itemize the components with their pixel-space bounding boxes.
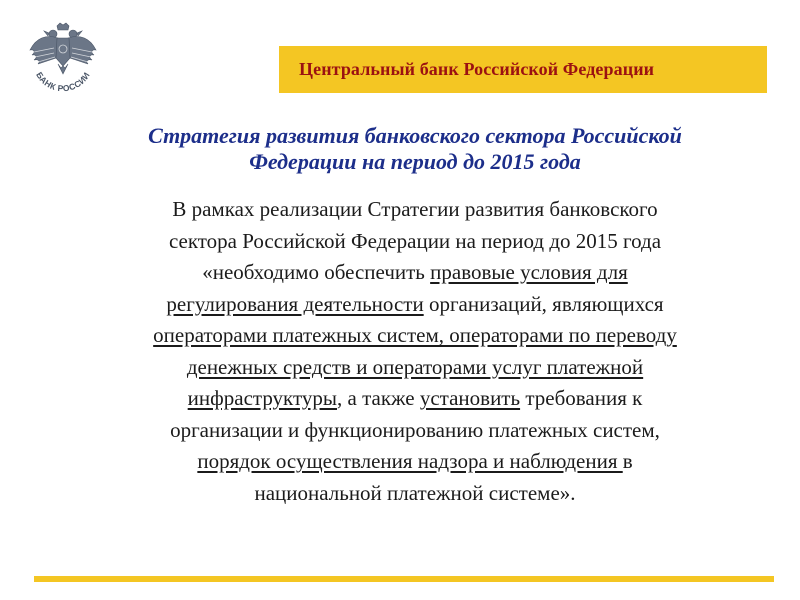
double-headed-eagle-icon [24, 22, 102, 100]
body-line-5 [60, 320, 770, 352]
body-line-1: В рамках реализации Стратегии развития банковского [172, 197, 658, 221]
slide-title [60, 123, 770, 175]
body-line-3: «необходимо обеспечить правовые условия для [202, 260, 628, 284]
body-line-2: сектора Российской Федерации на период до 2015 года [168, 228, 662, 253]
bank-of-russia-logo [24, 22, 102, 100]
underlined-phrase: правовые условия для [430, 260, 628, 284]
underlined-phrase: денежных средств и операторами услуг платежной [186, 354, 644, 379]
underlined-phrase: регулирования деятельности [166, 291, 424, 316]
body-line-4: регулирования деятельности организаций, являющихся [166, 291, 664, 316]
footer-divider [34, 576, 774, 582]
header-banner [279, 46, 767, 93]
slide-title-line-2: Федерации на период до 2015 года [249, 149, 581, 174]
slide-title-line-1: Стратегия развития банковского сектора Российской [148, 123, 682, 148]
underlined-phrase: порядок осуществления надзора и наблюдения [197, 449, 623, 473]
underlined-phrase: установить [419, 386, 521, 410]
svg-text:БАНК РОССИИ: БАНК РОССИИ [34, 70, 92, 94]
body-line-9: порядок осуществления надзора и наблюдения в [197, 449, 633, 473]
body-line-8: организации и функционированию платежных систем, [170, 417, 660, 442]
slide-body [60, 194, 770, 509]
body-line-6 [60, 352, 770, 384]
underlined-phrase: инфраструктуры [187, 386, 337, 410]
body-line-10: национальной платежной системе». [254, 480, 576, 505]
body-line-7: инфраструктуры, а также установить требования к [187, 386, 643, 410]
underlined-phrase: операторами платежных систем, операторами по переводу [153, 323, 677, 347]
organization-name: Центральный банк Российской Федерации [299, 59, 655, 79]
